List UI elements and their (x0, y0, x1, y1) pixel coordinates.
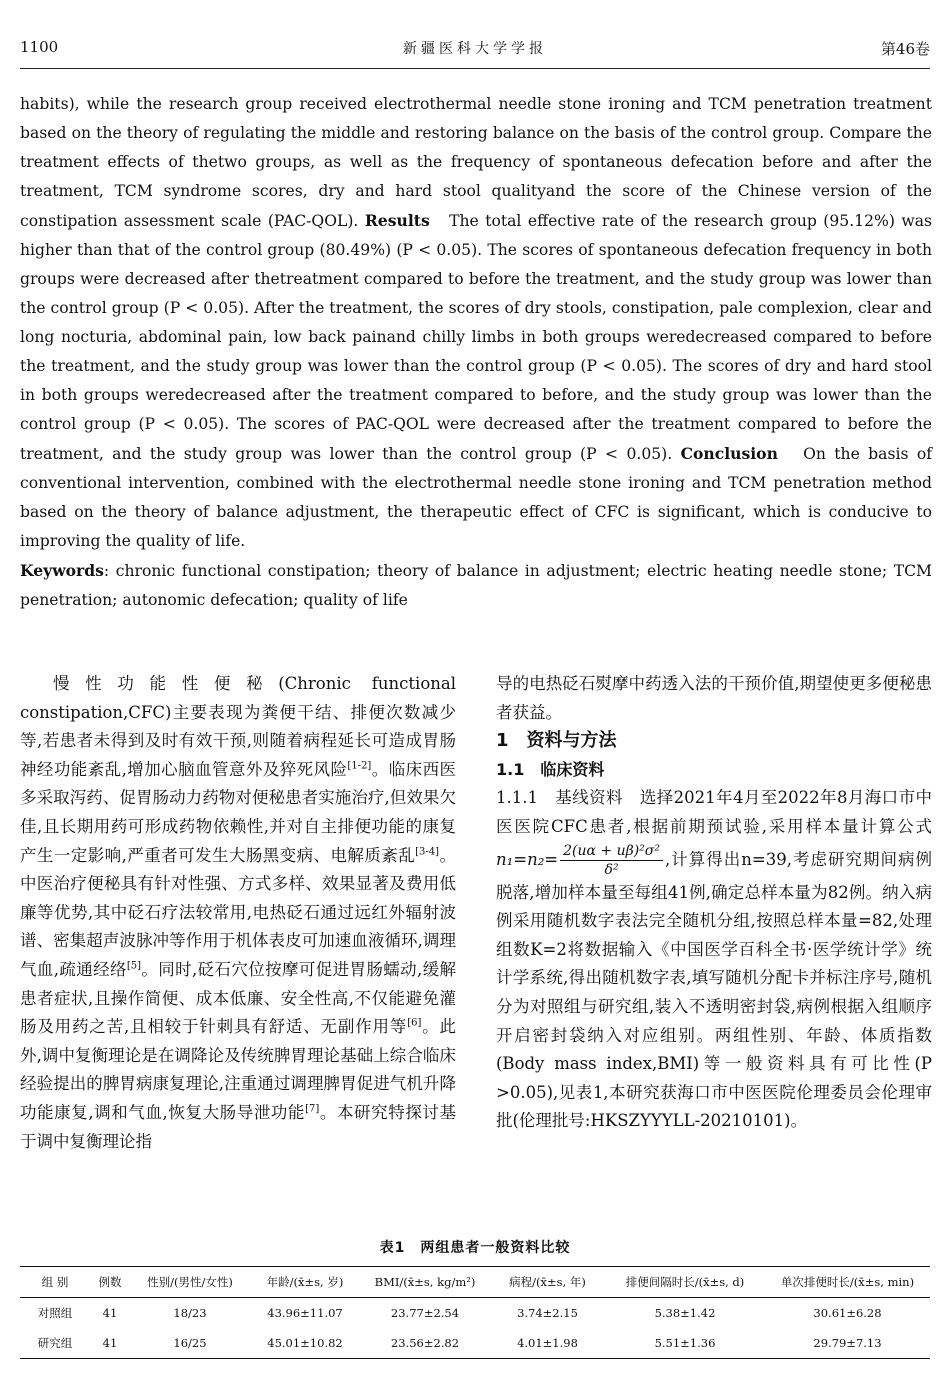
abstract (20, 90, 932, 615)
formula-fraction (560, 842, 663, 879)
table-cell: 4.01±1.98 (517, 1336, 578, 1350)
baseline-table (20, 1266, 930, 1359)
keywords (20, 556, 932, 615)
table-cell: 29.79±7.13 (813, 1336, 882, 1350)
table-cell: 41 (102, 1306, 118, 1320)
intro-text-3: 。中医治疗便秘具有针对性强、方式多样、效果显著及费用低廉等优势,其中砭石疗法较常用,电热砭石通过远红外辐射波谱、密集超声波脉冲等作用于机体表皮可加速血液循环,调理气血,疏通经络 (20, 845, 456, 979)
col-header: 排便间隔时长/(x̄±s, d) (625, 1275, 745, 1289)
table-cell: 45.01±10.82 (267, 1336, 343, 1350)
intro-continued: 导的电热砭石熨摩中药透入法的干预价值,期望使更多便秘患者获益。 (496, 674, 932, 722)
citation-4[interactable]: [6] (407, 1017, 422, 1029)
formula-denominator: δ² (604, 861, 619, 878)
table-cell: 3.74±2.15 (517, 1306, 578, 1320)
intro-text-4: 。同时,砭石穴位按摩可促进胃肠蠕动,缓解患者症状,且操作简便、成本低廉、安全性高,不仅能避免灌肠及用药之苦,且相较于针刺具有舒适、无副作用等 (20, 959, 456, 1037)
page-header (20, 38, 930, 68)
citation-2[interactable]: [3-4] (415, 846, 440, 858)
section-heading: 1 资料与方法 (496, 730, 617, 752)
formula-numerator: 2(uα + uβ)²σ² (560, 842, 663, 861)
col-header: 例数 (98, 1275, 122, 1289)
citation-5[interactable]: [7] (305, 1103, 320, 1115)
col-header: 性别/(男性/女性) (147, 1275, 233, 1289)
intro-text-2: 。临床西医多采取泻药、促胃肠动力药物对便秘患者实施治疗,但效果欠佳,且长期用药可形成药物依赖性,并对自主排便功能的康复产生一定影响,严重者可发生大肠黑变病、电解质紊乱 (20, 759, 456, 865)
table-cell: 对照组 (37, 1306, 73, 1320)
conclusion-text: On the basis of conventional intervention, combined with the electrothermal needle stone ironing and TCM penetration method based on the theory of balance adjustment, the therapeutic effect of CFC is significant, which is conducive to improving the quality of life. (20, 445, 932, 550)
baseline-label: 1.1.1 基线资料 (496, 788, 623, 808)
baseline-text-1: 选择2021年4月至2022年8月海口市中医医院CFC患者,根据前期预试验,采用样本量计算公式 (496, 788, 932, 836)
col-header: 单次排便时长/(x̄±s, min) (780, 1275, 915, 1289)
col-header: 年龄/(x̄±s, 岁) (266, 1275, 344, 1289)
right-column (496, 670, 932, 1136)
left-column (20, 670, 456, 1156)
conclusion-label: Conclusion (680, 444, 778, 463)
intro-paragraph (20, 670, 456, 1156)
table-row (20, 1328, 930, 1359)
results-label: Results (364, 211, 430, 230)
table-cell: 23.56±2.82 (390, 1336, 460, 1350)
intro-text-1: 慢性功能性便秘(Chronic functional constipation,CFC)主要表现为粪便干结、排便次数减少等,若患者未得到及时有效干预,则随着病程延长可造成胃肠神经功能紊乱,增加心脑血管意外及猝死风险 (20, 674, 456, 779)
header-rule (20, 68, 930, 69)
abstract-methods: habits), while the research group received electrothermal needle stone ironing and TCM penetration treatment based on the theory of regulating the middle and restoring balance on the basis of the control group. Compare the treatment effects of thetwo groups, as well as the frequency of spontaneous defecation before and after the treatment, TCM syndrome scores, dry and hard stool qualityand the score of the Chinese version of the constipation assessment scale (PAC-QOL). (20, 95, 932, 230)
citation-1[interactable]: [1-2] (347, 760, 372, 772)
table-cell: 41 (102, 1336, 118, 1350)
table-cell: 5.51±1.36 (654, 1336, 716, 1350)
table-cell: 43.96±11.07 (267, 1306, 343, 1320)
table-header-row (20, 1267, 930, 1298)
col-header: 病程/(x̄±s, 年) (509, 1275, 586, 1289)
formula-lhs: n₁=n₂= (496, 849, 559, 869)
baseline-text-2: ,计算得出n=39,考虑研究期间病例脱落,增加样本量至每组41例,确定总样本量为82例。纳入病例采用随机数字表法完全随机分组,按照总样本量=82,处理组数K=2将数据输入《中国医学百科全书·医学统计学》统计学系统,得出随机数字表,填写随机分配卡并标注序号,随机分为对照组与研究组,装入不透明密封袋,病例根据入组顺序开启密封袋纳入对应组别。两组性别、年龄、体质指数(Body mass index,BMI)等一般资料具有可比性(P >0.05),见表1,本研究获海口市中医医院伦理委员会伦理审批(伦理批号:HKSZYYYLL-20210101)。 (496, 849, 932, 1131)
keywords-label: Keywords (20, 561, 104, 580)
table-cell: 5.38±1.42 (654, 1306, 716, 1320)
volume-label: 第46卷 (880, 40, 930, 58)
table-cell: 30.61±6.28 (813, 1306, 882, 1320)
intro-text-5: 。此外,调中复衡理论是在调降论及传统脾胃理论基础上综合临床经验提出的脾胃病康复理论,注重通过调理脾胃促进气机升降功能康复,调和气血,恢复大肠导泄功能 (20, 1017, 457, 1122)
keywords-text: : chronic functional constipation; theory of balance in adjustment; electric heating needle stone; TCM penetration; autonomic defecation; quality of life (20, 562, 932, 609)
intro-text-6: 。本研究特探讨基于调中复衡理论指 (20, 1102, 456, 1151)
table-caption: 表1 两组患者一般资料比较 (379, 1240, 571, 1256)
table-row (20, 1298, 930, 1329)
table-cell: 研究组 (37, 1336, 73, 1350)
results-text: The total effective rate of the research group (95.12%) was higher than that of the control group (80.49%) (P < 0.05). The scores of spontaneous defecation frequency in both groups were decreased after thetreatment compared to before the treatment, and the study group was lower than the control group (P < 0.05). After the treatment, the scores of dry stools, constipation, pale complexion, clear and long nocturia, abdominal pain, low back painand chilly limbs in both groups weredecreased compared to before the treatment, and the study group was lower than the control group (P < 0.05). The scores of dry and hard stool in both groups weredecreased after the treatment compared to before, and the study group was lower than the control group (P < 0.05). The scores of PAC-QOL were decreased after the treatment compared to before the treatment, and the study group was lower than the control group (P < 0.05). (20, 212, 932, 463)
col-header: BMI/(x̄±s, kg/m²) (374, 1275, 476, 1289)
col-header: 组 别 (41, 1275, 69, 1289)
table-cell: 18/23 (173, 1306, 207, 1320)
journal-title: 新疆医科大学学报 (403, 41, 547, 57)
abstract-body (20, 90, 932, 556)
page-number: 1100 (20, 38, 59, 56)
sample-size-formula (496, 842, 665, 878)
subsection-heading: 1.1 临床资料 (496, 759, 605, 779)
baseline-paragraph (496, 784, 932, 1136)
table-cell: 16/25 (173, 1336, 207, 1350)
citation-3[interactable]: [5] (126, 960, 142, 972)
table-cell: 23.77±2.54 (390, 1306, 460, 1320)
